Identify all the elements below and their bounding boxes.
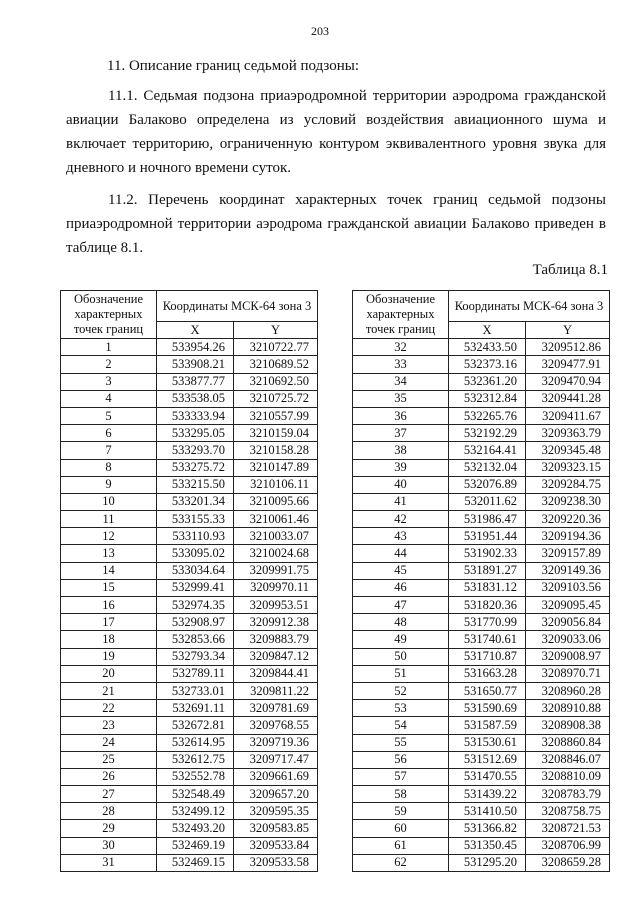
point-number: 47 — [353, 597, 449, 614]
point-number: 62 — [353, 854, 449, 871]
y-value: 3210725.72 — [234, 390, 318, 407]
y-value: 3210158.28 — [234, 442, 318, 459]
point-number: 61 — [353, 837, 449, 854]
x-value: 532433.50 — [449, 339, 526, 356]
table-row — [353, 373, 610, 390]
point-number: 45 — [353, 562, 449, 579]
y-value: 3209583.85 — [234, 820, 318, 837]
x-value: 531831.12 — [449, 579, 526, 596]
x-value: 532164.41 — [449, 442, 526, 459]
y-value: 3208758.75 — [526, 803, 610, 820]
point-number: 53 — [353, 700, 449, 717]
table-row — [353, 562, 610, 579]
y-value: 3210033.07 — [234, 528, 318, 545]
table-body-left — [61, 339, 318, 872]
point-number: 35 — [353, 390, 449, 407]
y-value: 3209717.47 — [234, 751, 318, 768]
y-value: 3209768.55 — [234, 717, 318, 734]
y-value: 3208910.88 — [526, 700, 610, 717]
point-number: 38 — [353, 442, 449, 459]
table-row — [61, 373, 318, 390]
x-value: 532908.97 — [157, 614, 234, 631]
y-value: 3209533.58 — [234, 854, 318, 871]
table-row — [61, 356, 318, 373]
table-row — [61, 493, 318, 510]
y-value: 3210692.50 — [234, 373, 318, 390]
point-number: 59 — [353, 803, 449, 820]
point-number: 17 — [61, 614, 157, 631]
x-value: 531512.69 — [449, 751, 526, 768]
table-row — [353, 614, 610, 631]
table-row — [61, 665, 318, 682]
y-value: 3208960.28 — [526, 682, 610, 699]
point-number: 29 — [61, 820, 157, 837]
table-row — [61, 511, 318, 528]
y-value: 3209533.84 — [234, 837, 318, 854]
table-row — [61, 700, 318, 717]
table-row — [61, 579, 318, 596]
table-row — [61, 648, 318, 665]
table-row — [353, 786, 610, 803]
y-value: 3209284.75 — [526, 476, 610, 493]
x-value: 532469.19 — [157, 837, 234, 854]
point-number: 24 — [61, 734, 157, 751]
table-row — [61, 803, 318, 820]
table-row — [353, 339, 610, 356]
y-value: 3209512.86 — [526, 339, 610, 356]
point-number: 25 — [61, 751, 157, 768]
section-heading: 11. Описание границ седьмой подзоны: — [107, 58, 359, 74]
y-value: 3209595.35 — [234, 803, 318, 820]
table-row — [61, 768, 318, 785]
point-number: 44 — [353, 545, 449, 562]
x-value: 531820.36 — [449, 597, 526, 614]
x-value: 532614.95 — [157, 734, 234, 751]
table-row — [353, 751, 610, 768]
x-value: 532853.66 — [157, 631, 234, 648]
y-value: 3209441.28 — [526, 390, 610, 407]
x-value: 533155.33 — [157, 511, 234, 528]
y-value: 3209661.69 — [234, 768, 318, 785]
x-value: 533333.94 — [157, 407, 234, 424]
point-number: 39 — [353, 459, 449, 476]
x-value: 531590.69 — [449, 700, 526, 717]
table-row — [61, 837, 318, 854]
x-value: 533538.05 — [157, 390, 234, 407]
point-number: 22 — [61, 700, 157, 717]
table-row — [61, 390, 318, 407]
x-value: 532011.62 — [449, 493, 526, 510]
point-number: 3 — [61, 373, 157, 390]
x-value: 532672.81 — [157, 717, 234, 734]
point-number: 33 — [353, 356, 449, 373]
table-row — [353, 356, 610, 373]
table-row — [61, 734, 318, 751]
table-row — [61, 854, 318, 871]
table-row — [61, 631, 318, 648]
x-value: 532192.29 — [449, 425, 526, 442]
point-number: 10 — [61, 493, 157, 510]
point-number: 37 — [353, 425, 449, 442]
x-value: 531350.45 — [449, 837, 526, 854]
x-value: 532493.20 — [157, 820, 234, 837]
point-number: 16 — [61, 597, 157, 614]
point-number: 52 — [353, 682, 449, 699]
table-row — [353, 442, 610, 459]
point-number: 11 — [61, 511, 157, 528]
y-value: 3209157.89 — [526, 545, 610, 562]
x-value: 532999.41 — [157, 579, 234, 596]
table-row — [61, 425, 318, 442]
y-value: 3209912.38 — [234, 614, 318, 631]
x-value: 533295.05 — [157, 425, 234, 442]
point-number: 40 — [353, 476, 449, 493]
y-value: 3209033.06 — [526, 631, 610, 648]
header-x: X — [157, 322, 234, 339]
point-number: 30 — [61, 837, 157, 854]
point-number: 51 — [353, 665, 449, 682]
point-number: 20 — [61, 665, 157, 682]
x-value: 531650.77 — [449, 682, 526, 699]
x-value: 533954.26 — [157, 339, 234, 356]
y-value: 3209470.94 — [526, 373, 610, 390]
header-x: X — [449, 322, 526, 339]
point-number: 4 — [61, 390, 157, 407]
table-row — [61, 682, 318, 699]
table-row — [61, 614, 318, 631]
table-row — [353, 579, 610, 596]
x-value: 531410.50 — [449, 803, 526, 820]
point-number: 26 — [61, 768, 157, 785]
x-value: 531951.44 — [449, 528, 526, 545]
table-row — [353, 803, 610, 820]
y-value: 3208810.09 — [526, 768, 610, 785]
table-row — [353, 631, 610, 648]
point-number: 27 — [61, 786, 157, 803]
table-row — [61, 717, 318, 734]
table-row — [61, 820, 318, 837]
table-row — [353, 493, 610, 510]
point-number: 15 — [61, 579, 157, 596]
y-value: 3209719.36 — [234, 734, 318, 751]
x-value: 532552.78 — [157, 768, 234, 785]
y-value: 3208659.28 — [526, 854, 610, 871]
point-number: 1 — [61, 339, 157, 356]
y-value: 3209238.30 — [526, 493, 610, 510]
y-value: 3209149.36 — [526, 562, 610, 579]
table-row — [353, 476, 610, 493]
table-row — [61, 442, 318, 459]
y-value: 3208721.53 — [526, 820, 610, 837]
x-value: 533110.93 — [157, 528, 234, 545]
table-row — [61, 545, 318, 562]
point-number: 36 — [353, 407, 449, 424]
x-value: 531891.27 — [449, 562, 526, 579]
table-row — [353, 459, 610, 476]
x-value: 531366.82 — [449, 820, 526, 837]
y-value: 3210061.46 — [234, 511, 318, 528]
table-row — [353, 545, 610, 562]
y-value: 3209095.45 — [526, 597, 610, 614]
y-value: 3210095.66 — [234, 493, 318, 510]
table-row — [353, 734, 610, 751]
x-value: 532733.01 — [157, 682, 234, 699]
x-value: 533275.72 — [157, 459, 234, 476]
table-row — [61, 407, 318, 424]
table-row — [353, 390, 610, 407]
x-value: 532076.89 — [449, 476, 526, 493]
x-value: 532974.35 — [157, 597, 234, 614]
point-number: 31 — [61, 854, 157, 871]
x-value: 532373.16 — [449, 356, 526, 373]
y-value: 3209363.79 — [526, 425, 610, 442]
x-value: 533201.34 — [157, 493, 234, 510]
point-number: 6 — [61, 425, 157, 442]
x-value: 531770.99 — [449, 614, 526, 631]
y-value: 3209883.79 — [234, 631, 318, 648]
header-coordinates: Координаты МСК-64 зона 3 — [157, 291, 318, 322]
y-value: 3209657.20 — [234, 786, 318, 803]
y-value: 3209220.36 — [526, 511, 610, 528]
point-number: 60 — [353, 820, 449, 837]
paragraph-11-2: 11.2. Перечень координат характерных точек границ седьмой подзоны приаэродромной территории аэродрома гражданской авиации Балаково приведен в таблице 8.1. — [66, 192, 606, 256]
point-number: 12 — [61, 528, 157, 545]
point-number: 2 — [61, 356, 157, 373]
page-number: 203 — [311, 24, 329, 38]
table-row — [353, 700, 610, 717]
point-number: 55 — [353, 734, 449, 751]
y-value: 3209970.11 — [234, 579, 318, 596]
x-value: 532361.20 — [449, 373, 526, 390]
point-number: 7 — [61, 442, 157, 459]
table-row — [353, 665, 610, 682]
table-row — [353, 682, 610, 699]
table-row — [353, 511, 610, 528]
table-row — [353, 768, 610, 785]
y-value: 3209056.84 — [526, 614, 610, 631]
x-value: 533095.02 — [157, 545, 234, 562]
table-row — [353, 407, 610, 424]
y-value: 3208846.07 — [526, 751, 610, 768]
point-number: 9 — [61, 476, 157, 493]
y-value: 3210722.77 — [234, 339, 318, 356]
table-row — [61, 562, 318, 579]
point-number: 58 — [353, 786, 449, 803]
point-number: 8 — [61, 459, 157, 476]
x-value: 531439.22 — [449, 786, 526, 803]
table-caption: Таблица 8.1 — [532, 262, 608, 278]
x-value: 532499.12 — [157, 803, 234, 820]
y-value: 3210024.68 — [234, 545, 318, 562]
point-number: 57 — [353, 768, 449, 785]
x-value: 533034.64 — [157, 562, 234, 579]
x-value: 532793.34 — [157, 648, 234, 665]
y-value: 3208970.71 — [526, 665, 610, 682]
table-row — [61, 476, 318, 493]
point-number: 13 — [61, 545, 157, 562]
x-value: 531663.28 — [449, 665, 526, 682]
header-point-label: Обозначение характерных точек границ — [61, 291, 157, 339]
point-number: 43 — [353, 528, 449, 545]
point-number: 41 — [353, 493, 449, 510]
coordinates-table-left — [60, 290, 318, 872]
y-value: 3209991.75 — [234, 562, 318, 579]
x-value: 531710.87 — [449, 648, 526, 665]
y-value: 3208860.84 — [526, 734, 610, 751]
x-value: 533908.21 — [157, 356, 234, 373]
point-number: 5 — [61, 407, 157, 424]
table-body-right — [353, 339, 610, 872]
y-value: 3209008.97 — [526, 648, 610, 665]
x-value: 532312.84 — [449, 390, 526, 407]
point-number: 56 — [353, 751, 449, 768]
table-row — [61, 597, 318, 614]
y-value: 3209477.91 — [526, 356, 610, 373]
x-value: 531587.59 — [449, 717, 526, 734]
x-value: 533877.77 — [157, 373, 234, 390]
point-number: 32 — [353, 339, 449, 356]
x-value: 532132.04 — [449, 459, 526, 476]
y-value: 3209781.69 — [234, 700, 318, 717]
y-value: 3209811.22 — [234, 682, 318, 699]
point-number: 21 — [61, 682, 157, 699]
x-value: 531470.55 — [449, 768, 526, 785]
y-value: 3210557.99 — [234, 407, 318, 424]
point-number: 54 — [353, 717, 449, 734]
x-value: 532612.75 — [157, 751, 234, 768]
y-value: 3209323.15 — [526, 459, 610, 476]
x-value: 532469.15 — [157, 854, 234, 871]
y-value: 3209844.41 — [234, 665, 318, 682]
table-row — [353, 597, 610, 614]
y-value: 3209103.56 — [526, 579, 610, 596]
coordinates-table-right — [352, 290, 610, 872]
x-value: 533215.50 — [157, 476, 234, 493]
header-y: Y — [234, 322, 318, 339]
table-row — [61, 528, 318, 545]
table-row — [353, 717, 610, 734]
point-number: 34 — [353, 373, 449, 390]
y-value: 3208706.99 — [526, 837, 610, 854]
header-point-label: Обозначение характерных точек границ — [353, 291, 449, 339]
table-row — [61, 459, 318, 476]
y-value: 3210147.89 — [234, 459, 318, 476]
x-value: 532548.49 — [157, 786, 234, 803]
x-value: 532265.76 — [449, 407, 526, 424]
y-value: 3209345.48 — [526, 442, 610, 459]
table-row — [353, 528, 610, 545]
table-row — [353, 837, 610, 854]
table-row — [61, 339, 318, 356]
y-value: 3209194.36 — [526, 528, 610, 545]
paragraph-11-1: 11.1. Седьмая подзона приаэродромной территории аэродрома гражданской авиации Балаково определена из условий воздействия авиационного шума и включает территорию, ограниченную контуром эквивалентного уровня звука для дневного и ночного времени суток. — [66, 88, 606, 176]
point-number: 14 — [61, 562, 157, 579]
x-value: 531295.20 — [449, 854, 526, 871]
point-number: 28 — [61, 803, 157, 820]
point-number: 19 — [61, 648, 157, 665]
x-value: 532691.11 — [157, 700, 234, 717]
table-row — [353, 820, 610, 837]
point-number: 49 — [353, 631, 449, 648]
point-number: 50 — [353, 648, 449, 665]
y-value: 3210159.04 — [234, 425, 318, 442]
y-value: 3210106.11 — [234, 476, 318, 493]
header-y: Y — [526, 322, 610, 339]
x-value: 531740.61 — [449, 631, 526, 648]
y-value: 3210689.52 — [234, 356, 318, 373]
x-value: 531530.61 — [449, 734, 526, 751]
y-value: 3209411.67 — [526, 407, 610, 424]
point-number: 48 — [353, 614, 449, 631]
y-value: 3208783.79 — [526, 786, 610, 803]
table-row — [353, 648, 610, 665]
point-number: 18 — [61, 631, 157, 648]
x-value: 531986.47 — [449, 511, 526, 528]
table-row — [61, 751, 318, 768]
point-number: 42 — [353, 511, 449, 528]
y-value: 3209953.51 — [234, 597, 318, 614]
point-number: 46 — [353, 579, 449, 596]
y-value: 3208908.38 — [526, 717, 610, 734]
header-coordinates: Координаты МСК-64 зона 3 — [449, 291, 610, 322]
x-value: 531902.33 — [449, 545, 526, 562]
table-row — [61, 786, 318, 803]
table-row — [353, 425, 610, 442]
point-number: 23 — [61, 717, 157, 734]
x-value: 532789.11 — [157, 665, 234, 682]
y-value: 3209847.12 — [234, 648, 318, 665]
table-row — [353, 854, 610, 871]
x-value: 533293.70 — [157, 442, 234, 459]
